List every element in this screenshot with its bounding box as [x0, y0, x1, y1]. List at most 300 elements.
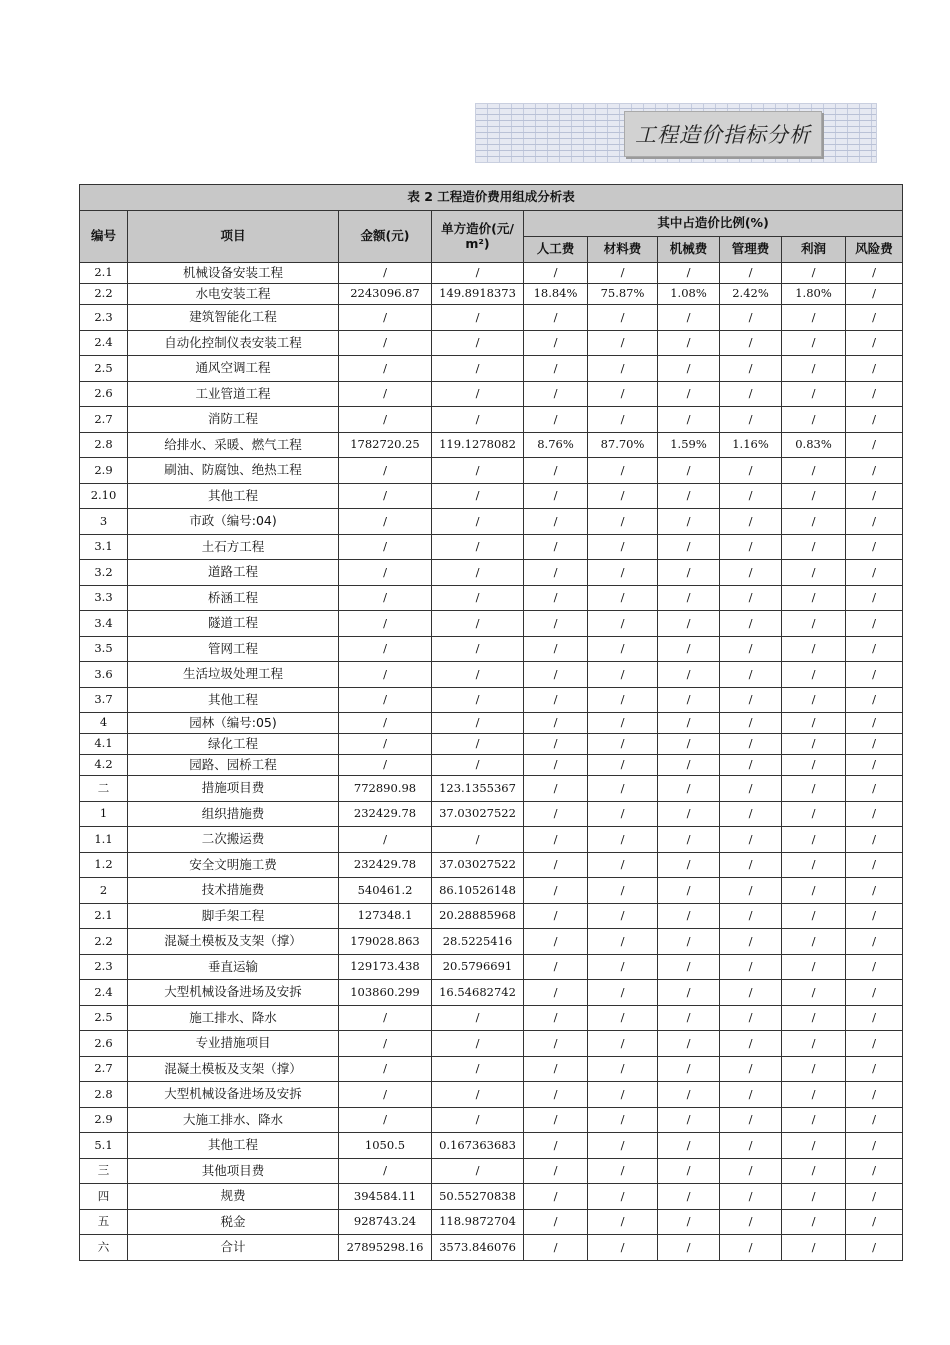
cell-machine: /	[658, 1209, 720, 1235]
cell-material: /	[588, 662, 658, 688]
table-row	[80, 734, 903, 755]
cell-management: /	[720, 381, 782, 407]
cell-unit-price: /	[432, 305, 524, 331]
cell-material: /	[588, 636, 658, 662]
cell-code: 2.8	[80, 1082, 128, 1108]
cell-labor: /	[524, 1158, 588, 1184]
cell-code: 2.8	[80, 432, 128, 458]
cell-management: /	[720, 980, 782, 1006]
cell-item: 施工排水、降水	[128, 1005, 339, 1031]
cell-profit: /	[782, 381, 846, 407]
cell-management: 2.42%	[720, 284, 782, 305]
cell-item: 工业管道工程	[128, 381, 339, 407]
cell-item: 其他工程	[128, 1133, 339, 1159]
cell-risk: /	[846, 1235, 903, 1261]
cell-item: 其他项目费	[128, 1158, 339, 1184]
cell-machine: /	[658, 560, 720, 586]
cell-unit-price: /	[432, 483, 524, 509]
cell-amount: /	[339, 407, 432, 433]
cell-management: /	[720, 263, 782, 284]
cell-profit: /	[782, 305, 846, 331]
cell-item: 二次搬运费	[128, 827, 339, 853]
cell-labor: /	[524, 534, 588, 560]
cell-machine: /	[658, 1107, 720, 1133]
cell-labor: /	[524, 776, 588, 802]
cell-management: /	[720, 611, 782, 637]
cell-labor: /	[524, 734, 588, 755]
cell-labor: /	[524, 801, 588, 827]
cell-management: /	[720, 560, 782, 586]
table-row	[80, 509, 903, 535]
cell-risk: /	[846, 878, 903, 904]
table-row	[80, 1209, 903, 1235]
cell-code: 二	[80, 776, 128, 802]
table-row	[80, 585, 903, 611]
cell-profit: /	[782, 1082, 846, 1108]
cell-labor: /	[524, 827, 588, 853]
cell-management: /	[720, 483, 782, 509]
cell-machine: /	[658, 534, 720, 560]
cell-material: /	[588, 458, 658, 484]
cell-machine: /	[658, 509, 720, 535]
cell-labor: /	[524, 611, 588, 637]
cell-profit: /	[782, 713, 846, 734]
cell-profit: /	[782, 1056, 846, 1082]
cell-code: 3.2	[80, 560, 128, 586]
cell-item: 规费	[128, 1184, 339, 1210]
cell-machine: /	[658, 687, 720, 713]
cell-labor: 8.76%	[524, 432, 588, 458]
cell-amount: /	[339, 381, 432, 407]
section-banner	[475, 103, 877, 163]
cell-management: 1.16%	[720, 432, 782, 458]
cell-material: 75.87%	[588, 284, 658, 305]
cell-labor: 18.84%	[524, 284, 588, 305]
cell-risk: /	[846, 755, 903, 776]
cell-management: /	[720, 687, 782, 713]
cell-labor: /	[524, 560, 588, 586]
header-amount: 金额(元)	[339, 211, 432, 263]
cell-risk: /	[846, 801, 903, 827]
table-row	[80, 852, 903, 878]
cell-unit-price: 119.1278082	[432, 432, 524, 458]
cell-code: 四	[80, 1184, 128, 1210]
table-row	[80, 755, 903, 776]
cell-code: 2.5	[80, 356, 128, 382]
header-profit: 利润	[782, 237, 846, 263]
cell-machine: /	[658, 1158, 720, 1184]
cell-code: 2.3	[80, 954, 128, 980]
cell-risk: /	[846, 263, 903, 284]
cell-management: /	[720, 954, 782, 980]
cell-material: /	[588, 381, 658, 407]
cell-profit: /	[782, 407, 846, 433]
cell-code: 2.3	[80, 305, 128, 331]
cell-labor: /	[524, 1107, 588, 1133]
table-row	[80, 356, 903, 382]
cell-risk: /	[846, 687, 903, 713]
cell-machine: /	[658, 713, 720, 734]
cell-machine: /	[658, 755, 720, 776]
cell-management: /	[720, 1235, 782, 1261]
cell-item: 隧道工程	[128, 611, 339, 637]
header-ratio-group: 其中占造价比例(%)	[524, 211, 903, 237]
cell-profit: /	[782, 1107, 846, 1133]
cell-unit-price: /	[432, 734, 524, 755]
cell-material: /	[588, 263, 658, 284]
cell-labor: /	[524, 903, 588, 929]
cell-management: /	[720, 929, 782, 955]
cell-unit-price: 20.28885968	[432, 903, 524, 929]
cell-profit: /	[782, 954, 846, 980]
cell-profit: /	[782, 852, 846, 878]
cell-management: /	[720, 1005, 782, 1031]
cell-item: 建筑智能化工程	[128, 305, 339, 331]
table-row	[80, 1158, 903, 1184]
cell-item: 措施项目费	[128, 776, 339, 802]
table-row	[80, 687, 903, 713]
cell-unit-price: 86.10526148	[432, 878, 524, 904]
cell-management: /	[720, 903, 782, 929]
cell-amount: /	[339, 713, 432, 734]
cell-code: 六	[80, 1235, 128, 1261]
cell-risk: /	[846, 929, 903, 955]
table-row	[80, 1107, 903, 1133]
table-caption: 表 2 工程造价费用组成分析表	[80, 185, 903, 211]
cell-item: 生活垃圾处理工程	[128, 662, 339, 688]
cell-risk: /	[846, 1158, 903, 1184]
cell-amount: 179028.863	[339, 929, 432, 955]
cell-unit-price: /	[432, 263, 524, 284]
cell-unit-price: 37.03027522	[432, 801, 524, 827]
header-unit-price	[432, 211, 524, 263]
cell-unit-price: 3573.846076	[432, 1235, 524, 1261]
cell-item: 管网工程	[128, 636, 339, 662]
cell-unit-price: /	[432, 1158, 524, 1184]
cell-profit: /	[782, 734, 846, 755]
cell-amount: 27895298.16	[339, 1235, 432, 1261]
section-title: 工程造价指标分析	[624, 111, 822, 157]
cell-code: 2.7	[80, 1056, 128, 1082]
cell-amount: /	[339, 356, 432, 382]
cell-material: /	[588, 534, 658, 560]
cell-management: /	[720, 852, 782, 878]
table-row	[80, 801, 903, 827]
cell-unit-price: /	[432, 356, 524, 382]
cell-labor: /	[524, 980, 588, 1006]
cell-risk: /	[846, 432, 903, 458]
table-row	[80, 407, 903, 433]
cell-machine: /	[658, 305, 720, 331]
cell-item: 自动化控制仪表安装工程	[128, 330, 339, 356]
cell-material: /	[588, 585, 658, 611]
cell-labor: /	[524, 1031, 588, 1057]
cell-profit: /	[782, 458, 846, 484]
cell-amount: /	[339, 611, 432, 637]
table-row	[80, 980, 903, 1006]
cell-code: 4	[80, 713, 128, 734]
cell-code: 2.6	[80, 1031, 128, 1057]
cell-unit-price: /	[432, 330, 524, 356]
cell-code: 5.1	[80, 1133, 128, 1159]
cell-profit: /	[782, 263, 846, 284]
cell-unit-price: /	[432, 662, 524, 688]
cell-code: 3.6	[80, 662, 128, 688]
cell-management: /	[720, 1184, 782, 1210]
table-body	[80, 263, 903, 1261]
cell-material: /	[588, 954, 658, 980]
cell-item: 园路、园桥工程	[128, 755, 339, 776]
cell-item: 其他工程	[128, 483, 339, 509]
cell-item: 消防工程	[128, 407, 339, 433]
cell-machine: /	[658, 407, 720, 433]
cell-code: 2.4	[80, 330, 128, 356]
cell-labor: /	[524, 662, 588, 688]
cell-unit-price: 149.8918373	[432, 284, 524, 305]
header-unit-price-unit: m²)	[465, 235, 490, 251]
cell-machine: /	[658, 903, 720, 929]
cell-code: 2.2	[80, 284, 128, 305]
cell-machine: /	[658, 662, 720, 688]
cell-item: 给排水、采暖、燃气工程	[128, 432, 339, 458]
cell-amount: /	[339, 636, 432, 662]
cell-risk: /	[846, 284, 903, 305]
cell-labor: /	[524, 458, 588, 484]
cell-item: 专业措施项目	[128, 1031, 339, 1057]
cell-code: 2.5	[80, 1005, 128, 1031]
cell-management: /	[720, 662, 782, 688]
table-row	[80, 662, 903, 688]
cell-material: /	[588, 330, 658, 356]
cell-risk: /	[846, 483, 903, 509]
cell-code: 2.1	[80, 263, 128, 284]
cell-labor: /	[524, 1082, 588, 1108]
cell-unit-price: 20.5796691	[432, 954, 524, 980]
cell-labor: /	[524, 330, 588, 356]
cell-amount: 103860.299	[339, 980, 432, 1006]
cell-management: /	[720, 407, 782, 433]
cell-machine: /	[658, 585, 720, 611]
cell-code: 2.9	[80, 458, 128, 484]
table-row	[80, 929, 903, 955]
cell-risk: /	[846, 1005, 903, 1031]
cell-unit-price: 37.03027522	[432, 852, 524, 878]
cell-unit-price: /	[432, 381, 524, 407]
cell-amount: 772890.98	[339, 776, 432, 802]
cell-unit-price: /	[432, 611, 524, 637]
cell-risk: /	[846, 585, 903, 611]
cell-labor: /	[524, 407, 588, 433]
cell-management: /	[720, 734, 782, 755]
cell-profit: /	[782, 801, 846, 827]
cell-profit: /	[782, 1005, 846, 1031]
table-row	[80, 776, 903, 802]
cell-unit-price: 28.5225416	[432, 929, 524, 955]
table-row	[80, 432, 903, 458]
table-row	[80, 827, 903, 853]
header-management: 管理费	[720, 237, 782, 263]
cell-labor: /	[524, 929, 588, 955]
cell-unit-price: /	[432, 1082, 524, 1108]
cell-code: 2.4	[80, 980, 128, 1006]
cell-profit: /	[782, 636, 846, 662]
cell-risk: /	[846, 980, 903, 1006]
cell-profit: /	[782, 878, 846, 904]
cell-machine: /	[658, 954, 720, 980]
cell-amount: 1782720.25	[339, 432, 432, 458]
cell-material: /	[588, 1235, 658, 1261]
cell-item: 安全文明施工费	[128, 852, 339, 878]
table-row	[80, 458, 903, 484]
cell-item: 水电安装工程	[128, 284, 339, 305]
table-row	[80, 1184, 903, 1210]
cell-profit: /	[782, 330, 846, 356]
cost-composition-table	[79, 184, 903, 1261]
cell-machine: /	[658, 980, 720, 1006]
cell-labor: /	[524, 954, 588, 980]
cell-material: /	[588, 776, 658, 802]
cell-item: 园林（编号:05)	[128, 713, 339, 734]
cell-item: 机械设备安装工程	[128, 263, 339, 284]
cell-material: /	[588, 560, 658, 586]
cell-item: 大施工排水、降水	[128, 1107, 339, 1133]
cell-labor: /	[524, 305, 588, 331]
cell-code: 2.7	[80, 407, 128, 433]
table-row	[80, 330, 903, 356]
cell-code: 2	[80, 878, 128, 904]
cell-material: /	[588, 903, 658, 929]
cell-item: 混凝土模板及支架（撑）	[128, 929, 339, 955]
cell-code: 3	[80, 509, 128, 535]
cell-profit: /	[782, 755, 846, 776]
cell-item: 道路工程	[128, 560, 339, 586]
cell-machine: /	[658, 636, 720, 662]
cell-material: /	[588, 929, 658, 955]
cell-code: 2.2	[80, 929, 128, 955]
cell-labor: /	[524, 1184, 588, 1210]
cell-code: 2.10	[80, 483, 128, 509]
cell-labor: /	[524, 1209, 588, 1235]
cell-management: /	[720, 713, 782, 734]
cell-management: /	[720, 330, 782, 356]
cell-item: 绿化工程	[128, 734, 339, 755]
cell-profit: 0.83%	[782, 432, 846, 458]
cell-material: /	[588, 1184, 658, 1210]
cell-material: /	[588, 827, 658, 853]
table-row	[80, 381, 903, 407]
cell-management: /	[720, 755, 782, 776]
cell-unit-price: 123.1355367	[432, 776, 524, 802]
cell-machine: /	[658, 611, 720, 637]
header-risk: 风险费	[846, 237, 903, 263]
cell-code: 3.1	[80, 534, 128, 560]
cell-code: 三	[80, 1158, 128, 1184]
cell-machine: /	[658, 1031, 720, 1057]
cell-material: /	[588, 734, 658, 755]
cell-risk: /	[846, 509, 903, 535]
cell-management: /	[720, 585, 782, 611]
cell-code: 1	[80, 801, 128, 827]
cell-item: 大型机械设备进场及安拆	[128, 980, 339, 1006]
cell-risk: /	[846, 611, 903, 637]
cell-machine: /	[658, 356, 720, 382]
table-row	[80, 954, 903, 980]
header-material: 材料费	[588, 237, 658, 263]
cell-material: /	[588, 878, 658, 904]
cell-amount: /	[339, 1005, 432, 1031]
cell-amount: 232429.78	[339, 852, 432, 878]
cell-material: /	[588, 356, 658, 382]
cell-amount: /	[339, 734, 432, 755]
cell-material: /	[588, 1209, 658, 1235]
cell-profit: /	[782, 1209, 846, 1235]
cell-machine: /	[658, 734, 720, 755]
table-row	[80, 636, 903, 662]
cell-machine: /	[658, 878, 720, 904]
cell-management: /	[720, 636, 782, 662]
cell-risk: /	[846, 954, 903, 980]
cell-risk: /	[846, 1184, 903, 1210]
cell-item: 市政（编号:04)	[128, 509, 339, 535]
cell-profit: /	[782, 1031, 846, 1057]
cell-code: 1.1	[80, 827, 128, 853]
header-machine: 机械费	[658, 237, 720, 263]
cell-labor: /	[524, 713, 588, 734]
cell-machine: 1.08%	[658, 284, 720, 305]
cell-labor: /	[524, 1056, 588, 1082]
cell-profit: /	[782, 356, 846, 382]
cell-code: 3.3	[80, 585, 128, 611]
cell-profit: /	[782, 980, 846, 1006]
cell-risk: /	[846, 903, 903, 929]
table-row	[80, 1005, 903, 1031]
cell-amount: /	[339, 560, 432, 586]
cell-code: 2.1	[80, 903, 128, 929]
cell-management: /	[720, 878, 782, 904]
cell-management: /	[720, 1107, 782, 1133]
cell-machine: /	[658, 1056, 720, 1082]
cell-unit-price: /	[432, 534, 524, 560]
cell-code: 4.1	[80, 734, 128, 755]
cell-amount: 127348.1	[339, 903, 432, 929]
cell-risk: /	[846, 852, 903, 878]
cell-amount: /	[339, 263, 432, 284]
header-item: 项目	[128, 211, 339, 263]
cell-management: /	[720, 305, 782, 331]
cell-management: /	[720, 801, 782, 827]
cell-profit: /	[782, 509, 846, 535]
cell-management: /	[720, 1133, 782, 1159]
cell-material: /	[588, 980, 658, 1006]
cell-labor: /	[524, 1133, 588, 1159]
cell-amount: /	[339, 1056, 432, 1082]
cell-amount: /	[339, 1158, 432, 1184]
cell-amount: /	[339, 534, 432, 560]
cell-material: /	[588, 509, 658, 535]
cell-amount: /	[339, 1031, 432, 1057]
cell-unit-price: /	[432, 636, 524, 662]
cell-amount: /	[339, 305, 432, 331]
cell-risk: /	[846, 1107, 903, 1133]
cell-unit-price: /	[432, 713, 524, 734]
cell-unit-price: /	[432, 585, 524, 611]
cell-profit: /	[782, 1158, 846, 1184]
cell-item: 其他工程	[128, 687, 339, 713]
cell-management: /	[720, 1209, 782, 1235]
cell-management: /	[720, 356, 782, 382]
cell-profit: /	[782, 776, 846, 802]
cell-item: 混凝土模板及支架（撑）	[128, 1056, 339, 1082]
